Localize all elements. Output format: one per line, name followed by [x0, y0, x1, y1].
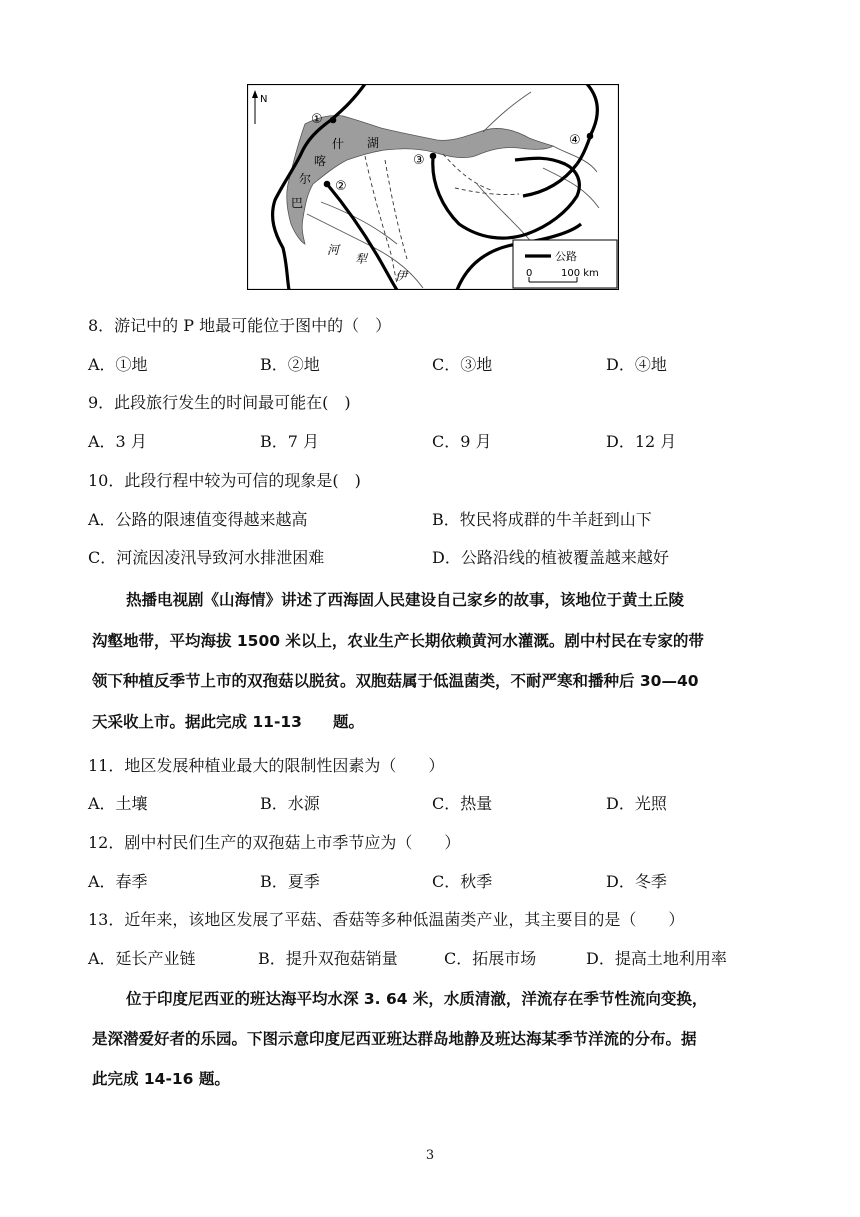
q11-option-c[interactable]: C．热量	[432, 794, 493, 813]
passage-2-line-1: 热播电视剧《山海情》讲述了西海固人民建设自己家乡的故事，该地位于黄土丘陵	[126, 591, 685, 609]
q10-option-d[interactable]: D．公路沿线的植被覆盖越来越好	[432, 548, 669, 567]
question-10-stem: 10．此段行程中较为可信的现象是( )	[88, 471, 361, 490]
marker-4: ④	[569, 133, 581, 148]
marker-2: ②	[335, 179, 347, 194]
scale-zero: 0	[526, 268, 533, 279]
q9-option-a[interactable]: A．3 月	[88, 432, 147, 451]
q11-option-d[interactable]: D．光照	[606, 794, 667, 813]
marker-3: ③	[413, 153, 425, 168]
map-legend	[513, 240, 617, 288]
q8-option-a[interactable]: A．①地	[88, 355, 148, 374]
question-8-stem: 8．游记中的 P 地最可能位于图中的（ ）	[88, 316, 392, 335]
lake-char-3: 尔	[299, 172, 312, 186]
q13-option-b[interactable]: B．提升双孢菇销量	[258, 949, 398, 968]
q13-option-c[interactable]: C．拓展市场	[444, 949, 537, 968]
q11-option-b[interactable]: B．水源	[260, 794, 320, 813]
page-number: 3	[425, 1148, 435, 1163]
lake-char-4: 巴	[291, 196, 304, 210]
river-char-2: 犁	[355, 252, 368, 266]
q9-option-b[interactable]: B．7 月	[260, 432, 320, 451]
q10-option-a[interactable]: A．公路的限速值变得越来越高	[88, 510, 308, 529]
q8-option-d[interactable]: D．④地	[606, 355, 667, 374]
q13-option-d[interactable]: D．提高土地利用率	[586, 949, 727, 968]
q9-option-d[interactable]: D．12 月	[606, 432, 677, 451]
passage-3-line-3: 此完成 14-16 题。	[92, 1070, 230, 1088]
passage-2-line-2: 沟壑地带，平均海拔 1500 米以上，农业生产长期依赖黄河水灌溉。剧中村民在专家的带	[92, 632, 704, 650]
lake-region-map	[247, 84, 619, 290]
passage-2-line-4: 天采收上市。据此完成 11-13 题。	[92, 713, 364, 731]
q12-option-a[interactable]: A．春季	[88, 872, 148, 891]
q9-option-c[interactable]: C．9 月	[432, 432, 492, 451]
lake-char-5: 湖	[367, 136, 380, 150]
q13-option-a[interactable]: A．延长产业链	[88, 949, 196, 968]
legend-road-label: 公路	[555, 250, 577, 263]
lake-char-2: 喀	[314, 154, 327, 168]
scale-label: 100 km	[561, 268, 599, 279]
river-char-1: 河	[327, 243, 340, 257]
question-12-stem: 12．剧中村民们生产的双孢菇上市季节应为（ ）	[88, 833, 461, 852]
question-13-stem: 13．近年来，该地区发展了平菇、香菇等多种低温菌类产业，其主要目的是（ ）	[88, 910, 685, 929]
q12-option-b[interactable]: B．夏季	[260, 872, 320, 891]
question-11-stem: 11．地区发展种植业最大的限制性因素为（ ）	[88, 756, 445, 775]
q11-option-a[interactable]: A．土壤	[88, 794, 148, 813]
river-char-3: 伊	[395, 269, 408, 283]
q12-option-c[interactable]: C．秋季	[432, 872, 493, 891]
marker-1: ①	[311, 112, 323, 127]
question-9-stem: 9．此段旅行发生的时间最可能在( )	[88, 393, 351, 412]
q12-option-d[interactable]: D．冬季	[606, 872, 667, 891]
passage-2-line-3: 领下种植反季节上市的双孢菇以脱贫。双胞菇属于低温菌类，不耐严寒和播种后 30—40	[92, 672, 699, 690]
q8-option-c[interactable]: C．③地	[432, 355, 493, 374]
passage-3-line-1: 位于印度尼西亚的班达海平均水深 3. 64 米，水质清澈，洋流存在季节性流向变换，	[126, 990, 708, 1008]
q8-option-b[interactable]: B．②地	[260, 355, 320, 374]
passage-3-line-2: 是深潜爱好者的乐园。下图示意印度尼西亚班达群岛地静及班达海某季节洋流的分布。据	[92, 1030, 697, 1048]
q10-option-b[interactable]: B．牧民将成群的牛羊赶到山下	[432, 510, 652, 529]
q10-option-c[interactable]: C．河流因凌汛导致河水排泄困难	[88, 548, 325, 567]
svg-text:N: N	[260, 94, 268, 105]
lake-char-1: 什	[332, 137, 345, 151]
